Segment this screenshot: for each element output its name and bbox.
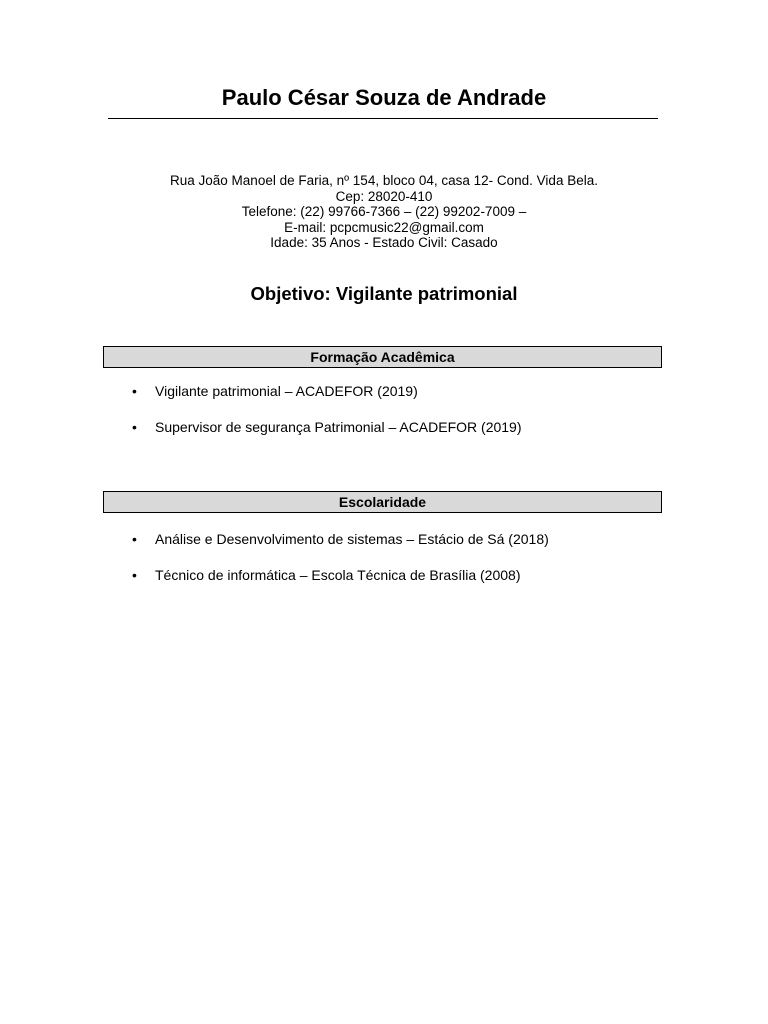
age-status-line: Idade: 35 Anos - Estado Civil: Casado [270, 235, 498, 250]
section-header-formacao: Formação Acadêmica [103, 346, 662, 368]
list-item-text: Técnico de informática – Escola Técnica de Brasília (2008) [155, 567, 521, 583]
bullet-icon: • [132, 531, 137, 547]
phone-line: Telefone: (22) 99766-7366 – (22) 99202-7009 – [241, 204, 527, 219]
list-item-text: Análise e Desenvolvimento de sistemas – Estácio de Sá (2018) [155, 531, 549, 547]
objective-heading: Objetivo: Vigilante patrimonial [250, 283, 518, 304]
list-item-text: Supervisor de segurança Patrimonial – ACADEFOR (2019) [155, 419, 522, 435]
bullet-icon: • [132, 383, 137, 399]
section-header-escolaridade: Escolaridade [103, 491, 662, 513]
address-line: Rua João Manoel de Faria, nº 154, bloco 04, casa 12- Cond. Vida Bela. [170, 173, 598, 188]
bullet-icon: • [132, 419, 137, 435]
name-divider [108, 118, 658, 119]
email-line: E-mail: pcpcmusic22@gmail.com [284, 219, 484, 235]
candidate-name: Paulo César Souza de Andrade [221, 85, 547, 110]
list-item-text: Vigilante patrimonial – ACADEFOR (2019) [155, 383, 418, 399]
cep-line: Cep: 28020-410 [335, 188, 433, 204]
contact-block [0, 173, 768, 251]
bullet-icon: • [132, 567, 137, 583]
